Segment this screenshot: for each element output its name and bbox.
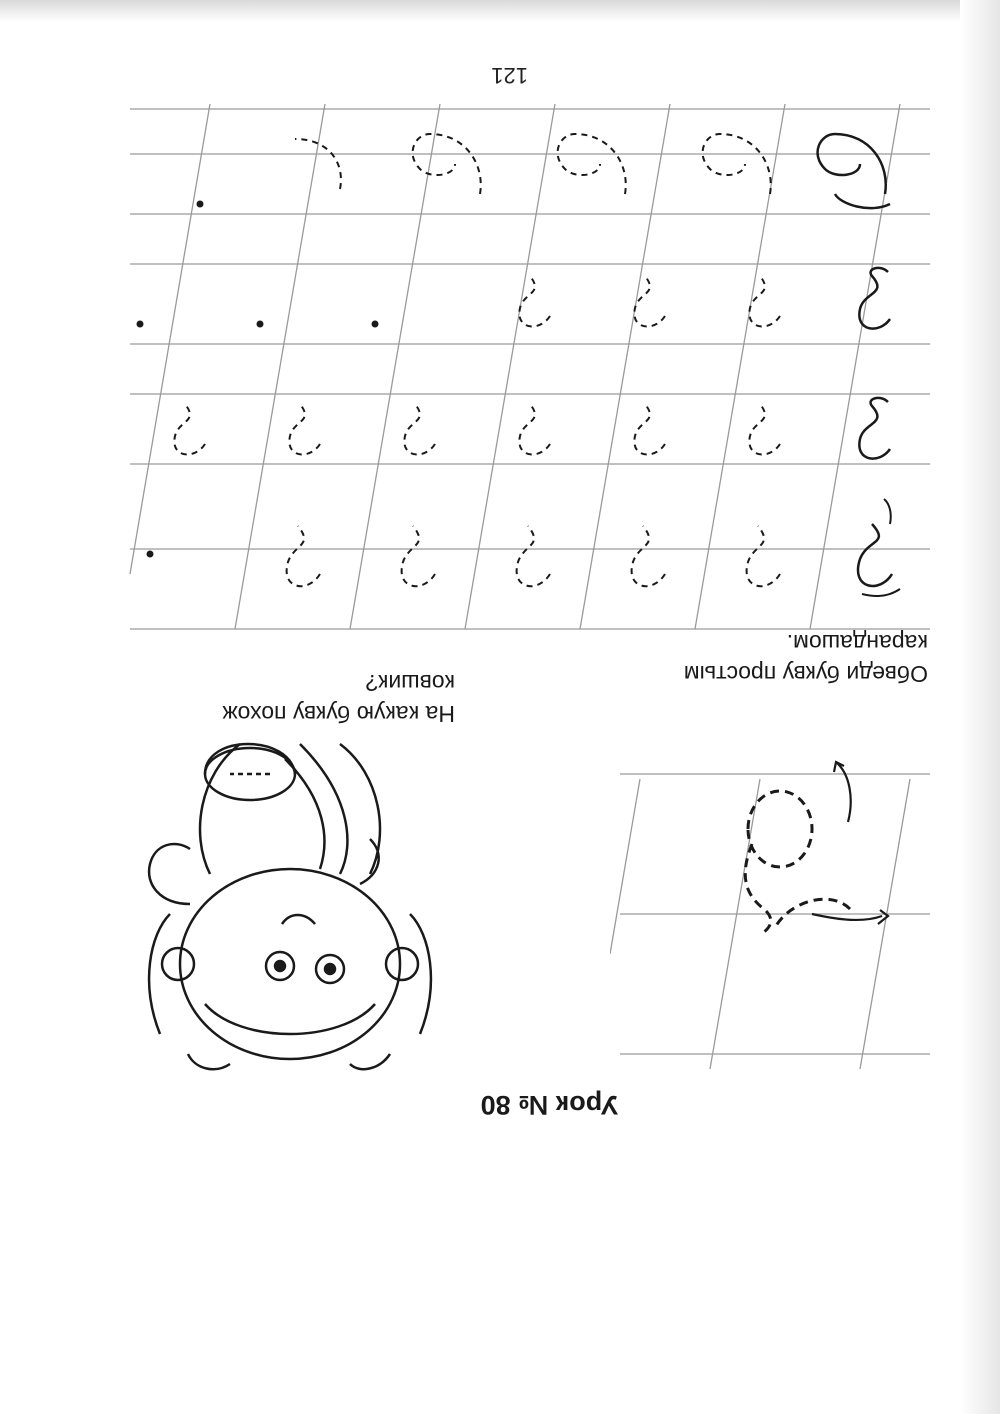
- girl-with-ladle-illustration: [130, 724, 450, 1074]
- question-text: На какую букву похож ковшик?: [222, 670, 455, 727]
- page-number: 121: [491, 63, 528, 88]
- sample-letter-box: [610, 744, 940, 1074]
- lesson-title: Урок № 80: [480, 1090, 618, 1120]
- letter-practice-grid: [110, 94, 930, 634]
- instruction-text: Обведи букву простым карандашом.: [683, 630, 928, 687]
